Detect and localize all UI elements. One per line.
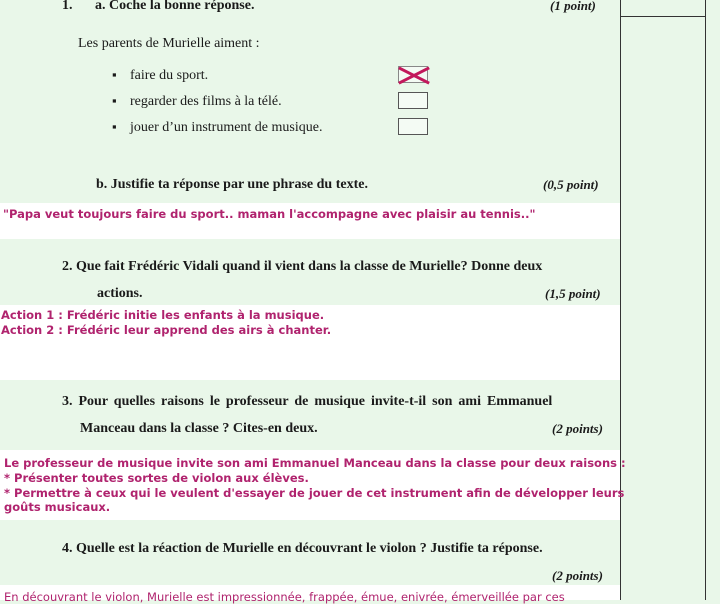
answer-3-reason-2-cont[interactable]: goûts musicaux. (4, 500, 111, 514)
answer-2-action-1[interactable]: Action 1 : Frédéric initie les enfants à la musique. (1, 308, 325, 322)
question-2-line1: 2. Que fait Frédéric Vidali quand il vient dans la classe de Murielle? Donne deux (62, 259, 543, 274)
answer-3-intro[interactable]: Le professeur de musique invite son ami Emmanuel Manceau dans la classe pour deux raisons : (4, 456, 626, 470)
question-1a-title: a. Coche la bonne réponse. (95, 0, 255, 13)
question-1b-title: b. Justifie ta réponse par une phrase du texte. (96, 177, 368, 192)
question-4-points: (2 points) (552, 568, 603, 583)
option-sport-label: ▪ faire du sport. (130, 68, 208, 84)
option-films-checkbox[interactable] (398, 92, 428, 109)
question-2-line2: actions. (97, 286, 143, 301)
question-2-points: (1,5 point) (545, 286, 601, 301)
answer-3-reason-2[interactable]: * Permettre à ceux qui le veulent d'essayer de jouer de cet instrument afin de développer leurs (4, 486, 625, 500)
score-cell (621, 0, 705, 17)
question-1a-points: (1 point) (550, 0, 596, 13)
question-3-line2: Manceau dans la classe ? Cites-en deux. (80, 421, 318, 436)
option-sport-checkbox[interactable] (398, 66, 428, 83)
question-3-points: (2 points) (552, 421, 603, 436)
question-4-line1: 4. Quelle est la réaction de Murielle en découvrant le violon ? Justifie ta réponse. (62, 541, 543, 556)
option-instrument-label: ▪ jouer d’un instrument de musique. (130, 120, 322, 136)
question-3-line1: 3. Pour quelles raisons le professeur de musique invite-t-il son ami Emmanuel (62, 394, 553, 409)
answer-3-reason-1[interactable]: * Présenter toutes sortes de violon aux élèves. (4, 471, 309, 485)
score-column (620, 0, 706, 600)
answer-4-text[interactable]: En découvrant le violon, Murielle est impressionnée, frappée, émue, enivrée, émerveillée par ces (4, 590, 565, 604)
option-films-label: ▪ regarder des films à la télé. (130, 94, 282, 110)
option-instrument-checkbox[interactable] (398, 118, 428, 135)
question-1b-points: (0,5 point) (543, 177, 599, 192)
question-1-number: 1. (62, 0, 73, 13)
question-1-intro: Les parents de Murielle aiment : (78, 36, 260, 51)
answer-2-action-2[interactable]: Action 2 : Frédéric leur apprend des airs à chanter. (1, 323, 332, 337)
answer-1b-text[interactable]: "Papa veut toujours faire du sport.. maman l'accompagne avec plaisir au tennis.." (3, 207, 536, 221)
